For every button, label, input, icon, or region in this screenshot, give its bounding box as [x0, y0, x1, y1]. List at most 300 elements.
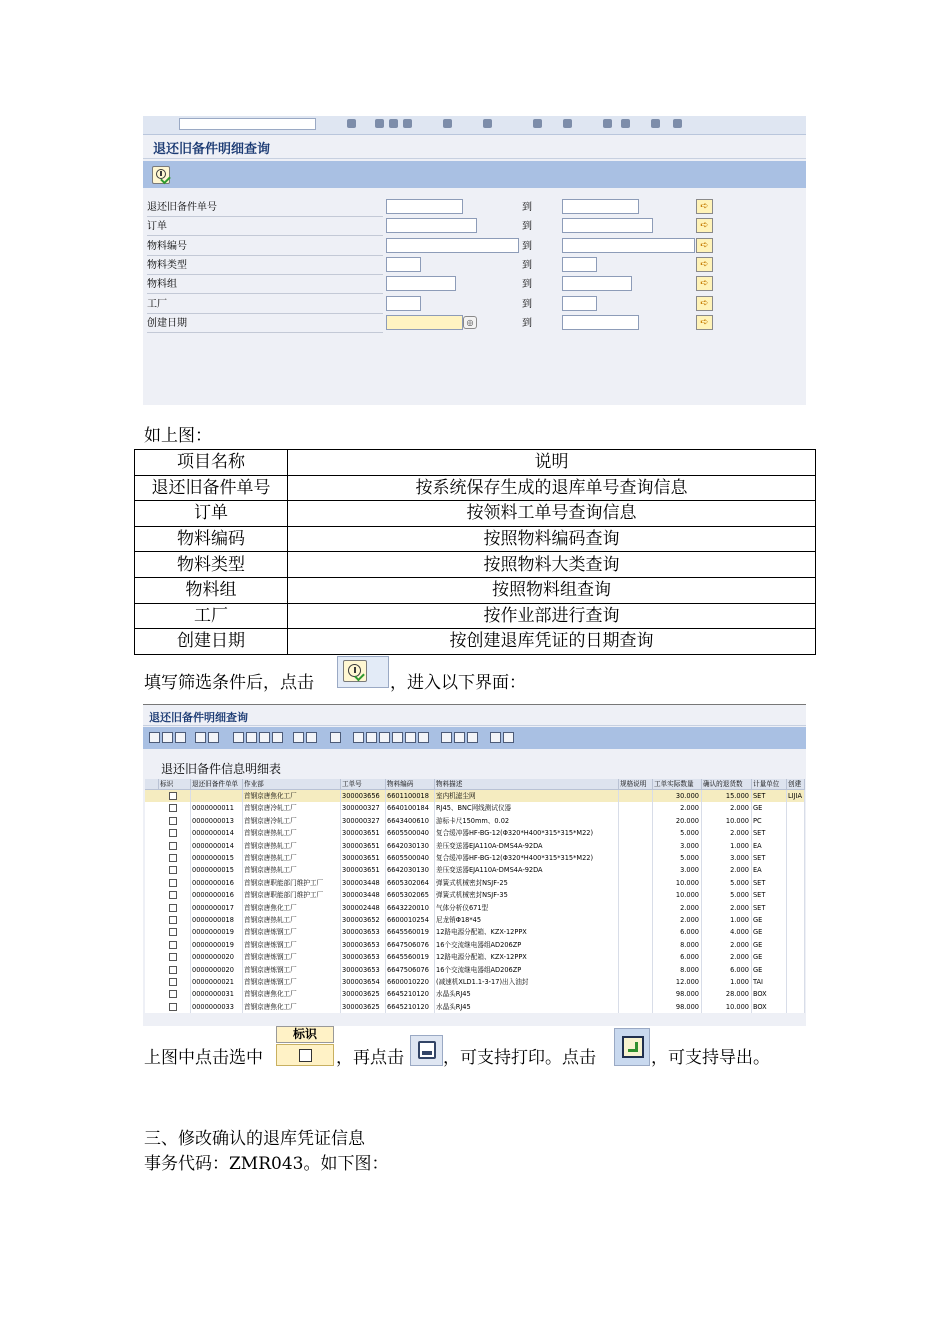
table-cell: 6645210120 [386, 988, 435, 1000]
table-cell [787, 951, 805, 963]
table-cell: 首钢京唐冷轧工厂 [243, 802, 341, 814]
checkbox-icon[interactable] [169, 854, 177, 862]
plant-to-input[interactable] [562, 296, 597, 311]
checkbox-icon[interactable] [169, 966, 177, 974]
table-cell: 工厂 [135, 603, 288, 629]
table-cell: 0000000014 [191, 827, 243, 839]
table-cell: 300002448 [341, 902, 386, 914]
table-row[interactable] [145, 864, 805, 876]
execute-hint-before: 填写筛选条件后，点击 [144, 673, 314, 693]
table-row[interactable] [145, 815, 805, 827]
checkbox-icon[interactable] [169, 941, 177, 949]
table-cell: 游标卡尺150mm、0.02 [435, 815, 619, 827]
field-label-plant: 工厂 [147, 296, 383, 314]
table-row[interactable] [145, 914, 805, 926]
table-cell: 0000000013 [191, 815, 243, 827]
table-cell: 2.000 [702, 951, 752, 963]
mark-cell [159, 827, 191, 839]
mail-icon[interactable] [405, 732, 416, 743]
checkbox-icon[interactable] [169, 1003, 177, 1011]
intro-text: 如上图： [144, 426, 212, 446]
table-cell: 6645210120 [386, 1001, 435, 1013]
table-cell: 尼龙销Φ18*45 [435, 914, 619, 926]
table-cell: 6647506076 [386, 939, 435, 951]
table-row [135, 475, 816, 501]
table-cell: 1.000 [702, 914, 752, 926]
table-cell: 10.000 [653, 877, 702, 889]
table-cell: 12路电源分配箱、KZX-12PPX [435, 951, 619, 963]
table-cell [191, 790, 243, 802]
table-cell: 6643220010 [386, 902, 435, 914]
table-cell: 300003651 [341, 840, 386, 852]
table-cell [619, 815, 653, 827]
table-cell [619, 877, 653, 889]
back-icon[interactable] [375, 119, 384, 128]
table-row[interactable] [145, 827, 805, 839]
table-cell: PC [752, 815, 787, 827]
column-header[interactable]: 标识 [159, 779, 191, 790]
table-header-row [135, 450, 816, 476]
enter-icon[interactable] [347, 119, 356, 128]
to-label: 到 [522, 241, 532, 252]
table-cell: 2.000 [702, 827, 752, 839]
to-label: 到 [522, 260, 532, 271]
select-block-icon[interactable] [195, 732, 206, 743]
checkbox-icon[interactable] [169, 928, 177, 936]
table-cell [787, 976, 805, 988]
checkbox-icon[interactable] [169, 879, 177, 887]
table-cell: 4.000 [702, 926, 752, 938]
table-cell: 0000000016 [191, 877, 243, 889]
mark-cell [159, 852, 191, 864]
mark-cell [159, 840, 191, 852]
table-cell: 6605500040 [386, 827, 435, 839]
deselect-block-icon[interactable] [208, 732, 219, 743]
checkbox-icon[interactable] [169, 891, 177, 899]
table-row[interactable] [145, 951, 805, 963]
table-row[interactable] [145, 939, 805, 951]
column-header[interactable]: 创建 [787, 779, 805, 790]
return-doc-no-to-input[interactable] [562, 199, 639, 214]
table-cell [787, 864, 805, 876]
column-header[interactable]: 规格说明 [619, 779, 653, 790]
mark-cell [159, 802, 191, 814]
table-cell: EA [752, 840, 787, 852]
exit-icon[interactable] [389, 119, 398, 128]
table-cell: GE [752, 926, 787, 938]
table-cell: 弹簧式机械密封NSJF-35 [435, 889, 619, 901]
table-cell: 首钢京唐焦化工厂 [243, 902, 341, 914]
table-cell [619, 926, 653, 938]
select-all-cell[interactable] [145, 779, 159, 790]
table-cell: GE [752, 939, 787, 951]
table-cell: 首钢京唐焦化工厂 [243, 790, 341, 802]
column-header[interactable]: 确认的退货数 [702, 779, 752, 790]
mark-cell [159, 815, 191, 827]
checkbox-icon[interactable] [169, 916, 177, 924]
subtotal-icon[interactable] [306, 732, 317, 743]
order-to-input[interactable] [562, 218, 653, 233]
table-cell: 6600010254 [386, 914, 435, 926]
table-cell: SET [752, 877, 787, 889]
table-cell: 0000000019 [191, 926, 243, 938]
table-cell: 16个交流继电器组AD206ZP [435, 964, 619, 976]
table-cell [619, 827, 653, 839]
table-cell: 6605302065 [386, 889, 435, 901]
multiple-selection-arrow-icon[interactable]: ➪ [696, 315, 713, 330]
table-cell: 0000000015 [191, 852, 243, 864]
table-cell [787, 889, 805, 901]
material-type-to-input[interactable] [562, 257, 597, 272]
table-row[interactable] [145, 988, 805, 1000]
table-cell: 98.000 [653, 1001, 702, 1013]
checkbox-icon[interactable] [169, 792, 177, 800]
print-hint-part3: ，可支持打印。点击 [443, 1048, 596, 1068]
multiple-selection-arrow-icon[interactable]: ➪ [696, 238, 713, 253]
mark-cell [159, 864, 191, 876]
table-row[interactable] [145, 877, 805, 889]
table-row[interactable] [145, 840, 805, 852]
table-cell: 0000000016 [191, 889, 243, 901]
mark-cell [159, 914, 191, 926]
table-cell: 按领料工单号查询信息 [288, 501, 816, 527]
table-cell: 首钢京唐焦化工厂 [243, 1001, 341, 1013]
table-cell: 2.000 [702, 864, 752, 876]
checkbox-icon[interactable] [169, 866, 177, 874]
checkbox-icon[interactable] [169, 953, 177, 961]
print-icon-snippet [410, 1035, 443, 1066]
mark-cell [159, 1001, 191, 1013]
table-cell: 6600010220 [386, 976, 435, 988]
table-cell: 300000327 [341, 815, 386, 827]
multiple-selection-arrow-icon[interactable]: ➪ [696, 218, 713, 233]
export-icon-snippet [614, 1028, 650, 1066]
table-cell: 首钢京唐热轧工厂 [243, 840, 341, 852]
table-row [135, 577, 816, 603]
table-cell [619, 951, 653, 963]
table-cell [787, 964, 805, 976]
table-cell: 6640100184 [386, 802, 435, 814]
table-cell: 按照物料组查询 [288, 577, 816, 603]
table-cell: 首钢京唐炼钢工厂 [243, 964, 341, 976]
material-group-from-input[interactable] [386, 276, 456, 291]
table-cell: 28.000 [702, 988, 752, 1000]
table-cell: 首钢京唐炼钢工厂 [243, 951, 341, 963]
field-label-material-group: 物料组 [147, 276, 383, 294]
table-cell [787, 827, 805, 839]
table-cell: 首钢京唐焦化工厂 [243, 988, 341, 1000]
table-cell: 300003654 [341, 976, 386, 988]
to-label: 到 [522, 299, 532, 310]
table-cell: 物料类型 [135, 552, 288, 578]
new-session-icon[interactable] [603, 119, 612, 128]
print-icon[interactable] [443, 119, 452, 128]
checkbox-icon[interactable] [169, 829, 177, 837]
table-cell: 3.000 [653, 840, 702, 852]
table-cell: 10.000 [702, 1001, 752, 1013]
column-header[interactable]: 计量单位 [752, 779, 787, 790]
table-cell: 物料编码 [135, 526, 288, 552]
table-cell: 首钢京唐炼钢工厂 [243, 976, 341, 988]
print-icon[interactable] [353, 732, 364, 743]
table-cell: 首钢京唐热轧工厂 [243, 914, 341, 926]
table-cell: 6643400610 [386, 815, 435, 827]
column-header[interactable]: 退还旧备件单单 [191, 779, 243, 790]
table-cell [619, 852, 653, 864]
table-cell: 6.000 [702, 964, 752, 976]
mark-cell [276, 1044, 334, 1066]
checkbox-icon[interactable] [169, 904, 177, 912]
column-header[interactable]: 作业部 [243, 779, 341, 790]
table-cell: GE [752, 802, 787, 814]
deselect-icon[interactable] [175, 732, 186, 743]
table-cell: 5.000 [653, 827, 702, 839]
mark-cell [159, 988, 191, 1000]
column-header[interactable]: 物料描述 [435, 779, 619, 790]
table-cell: 复合缓冲器HF-BG-12(Φ320*H400*315*315*M22) [435, 852, 619, 864]
table-cell [787, 926, 805, 938]
table-cell: 8.000 [653, 939, 702, 951]
table-cell: 300000327 [341, 802, 386, 814]
field-label-created-date: 创建日期 [147, 315, 383, 333]
table-cell: 6642030130 [386, 840, 435, 852]
table-cell: (减速机XLD1.1-3-17)出入油封 [435, 976, 619, 988]
table-cell: 首钢京唐热轧工厂 [243, 864, 341, 876]
table-cell: 退还旧备件单号 [135, 475, 288, 501]
table-row[interactable] [145, 964, 805, 976]
table-cell: 按作业部进行查询 [288, 603, 816, 629]
material-group-to-input[interactable] [562, 276, 632, 291]
table-cell: 300003625 [341, 1001, 386, 1013]
table-cell: SET [752, 889, 787, 901]
table-cell: 6642030130 [386, 864, 435, 876]
material-no-from-input[interactable] [386, 238, 519, 253]
column-header[interactable]: 工单实际数量 [653, 779, 702, 790]
table-cell: TAI [752, 976, 787, 988]
alv-toolbar [143, 727, 806, 749]
table-cell: 首钢京唐热轧工厂 [243, 827, 341, 839]
field-label-return-doc-no: 退还旧备件单号 [147, 199, 383, 217]
table-cell: 6645560019 [386, 926, 435, 938]
graphic-icon[interactable] [418, 732, 429, 743]
change-layout-icon[interactable] [441, 732, 452, 743]
table-cell: 300003652 [341, 914, 386, 926]
table-cell: 2.000 [702, 902, 752, 914]
field-label-material-no: 物料编号 [147, 238, 383, 256]
table-cell: 6647506076 [386, 964, 435, 976]
table-cell: 3.000 [653, 864, 702, 876]
table-cell [619, 864, 653, 876]
details-icon[interactable] [149, 732, 160, 743]
table-cell [619, 902, 653, 914]
table-row[interactable] [145, 1001, 805, 1013]
column-header[interactable]: 工单号 [341, 779, 386, 790]
info-icon[interactable] [490, 732, 501, 743]
table-cell: 0000000011 [191, 802, 243, 814]
table-cell: 3.000 [702, 852, 752, 864]
table-cell: BOX [752, 988, 787, 1000]
table-cell: 首钢京唐冷轧工厂 [243, 815, 341, 827]
table-cell: 按创建退库凭证的日期查询 [288, 629, 816, 655]
print-hint-part1: 上图中点击选中 [144, 1048, 263, 1068]
table-cell: 0000000020 [191, 951, 243, 963]
table-row[interactable] [145, 852, 805, 864]
result-list-screenshot [143, 704, 806, 1026]
execute-hint-after: ，进入以下界面： [390, 673, 526, 693]
execute-button[interactable] [152, 166, 170, 184]
find-icon[interactable] [483, 119, 492, 128]
select-layout-icon[interactable] [454, 732, 465, 743]
table-cell: 按照物料编码查询 [288, 526, 816, 552]
multiple-selection-arrow-icon[interactable]: ➪ [696, 257, 713, 272]
table-cell: 首钢京唐炼钢工厂 [243, 926, 341, 938]
table-cell: 20.000 [653, 815, 702, 827]
table-cell: 首钢京唐炼钢工厂 [243, 939, 341, 951]
table-cell: 按系统保存生成的退库单号查询信息 [288, 475, 816, 501]
table-row[interactable] [145, 926, 805, 938]
table-cell: 300003448 [341, 889, 386, 901]
to-label: 到 [522, 318, 532, 329]
plant-from-input[interactable] [386, 296, 421, 311]
table-cell: 2.000 [653, 914, 702, 926]
table-cell: 物料组 [135, 577, 288, 603]
table-cell: GE [752, 914, 787, 926]
table-cell [787, 802, 805, 814]
mark-column-header: 标识 [276, 1026, 334, 1043]
field-description-table [134, 449, 816, 655]
multiple-selection-arrow-icon[interactable]: ➪ [696, 296, 713, 311]
table-cell: 差压变送器EJA110A-DMS4A-92DA [435, 864, 619, 876]
checkbox-icon[interactable] [169, 804, 177, 812]
table-cell: 12路电源分配箱、KZX-12PPX [435, 926, 619, 938]
table-cell: 300003448 [341, 877, 386, 889]
checkbox-icon[interactable] [169, 978, 177, 986]
checkbox-icon[interactable] [299, 1049, 312, 1062]
table-cell: 2.000 [653, 902, 702, 914]
last-page-icon[interactable] [563, 119, 572, 128]
table-cell: 0000000031 [191, 988, 243, 1000]
mark-cell [159, 790, 191, 802]
table-cell: 98.000 [653, 988, 702, 1000]
sum-icon[interactable] [293, 732, 304, 743]
checkbox-icon[interactable] [169, 990, 177, 998]
table-cell [787, 1001, 805, 1013]
spreadsheet-icon[interactable] [392, 732, 403, 743]
table-cell: 5.000 [702, 889, 752, 901]
table-cell: 0000000020 [191, 964, 243, 976]
table-cell [787, 852, 805, 864]
shortcut-icon[interactable] [621, 119, 630, 128]
table-row[interactable] [145, 790, 805, 802]
table-cell: 气体分析仪671型 [435, 902, 619, 914]
table-cell [619, 914, 653, 926]
sort-ascending-icon[interactable] [233, 732, 244, 743]
table-cell: 室内机滤尘网 [435, 790, 619, 802]
table-cell [787, 840, 805, 852]
table-cell: 0000000021 [191, 976, 243, 988]
first-page-icon[interactable] [533, 119, 542, 128]
table-cell: 300003651 [341, 864, 386, 876]
calendar-f4-icon[interactable]: ◎ [463, 316, 477, 329]
material-type-from-input[interactable] [386, 257, 421, 272]
return-doc-no-from-input[interactable] [386, 199, 463, 214]
table-cell: 8.000 [653, 964, 702, 976]
table-cell: 0000000033 [191, 1001, 243, 1013]
created-date-to-input[interactable] [562, 315, 639, 330]
table-cell: 16个交流继电器组AD206ZP [435, 939, 619, 951]
column-header[interactable]: 物料编码 [386, 779, 435, 790]
export-icon[interactable] [379, 732, 390, 743]
created-date-from-input[interactable] [386, 315, 463, 330]
table-cell [619, 939, 653, 951]
table-cell [787, 988, 805, 1000]
table-cell: 300003656 [341, 790, 386, 802]
screen-title: 退还旧备件明细查询 [153, 142, 271, 157]
table-cell: 300003651 [341, 827, 386, 839]
delete-filter-icon[interactable] [272, 732, 283, 743]
table-cell: 10.000 [702, 815, 752, 827]
table-cell: SET [752, 827, 787, 839]
table-cell [787, 914, 805, 926]
abc-analysis-icon[interactable] [503, 732, 514, 743]
checkbox-icon[interactable] [169, 817, 177, 825]
table-row[interactable] [145, 889, 805, 901]
table-cell: SET [752, 902, 787, 914]
multiple-selection-arrow-icon[interactable]: ➪ [696, 199, 713, 214]
word-processing-icon[interactable] [366, 732, 377, 743]
multiple-selection-arrow-icon[interactable]: ➪ [696, 276, 713, 291]
table-cell: 15.000 [702, 790, 752, 802]
table-cell: 创建日期 [135, 629, 288, 655]
field-label-material-type: 物料类型 [147, 257, 383, 275]
order-from-input[interactable] [386, 218, 477, 233]
table-cell: 弹簧式机械密封NSJF-25 [435, 877, 619, 889]
cancel-icon[interactable] [403, 119, 412, 128]
table-cell: 首钢京唐热轧工厂 [243, 852, 341, 864]
checkbox-icon[interactable] [169, 842, 177, 850]
table-cell [619, 840, 653, 852]
table-cell: 订单 [135, 501, 288, 527]
table-cell: 首钢京唐职能部门维护工厂 [243, 889, 341, 901]
table-cell: 0000000017 [191, 902, 243, 914]
table-row [135, 552, 816, 578]
table-cell: 差压变送器EJA110A-DMS4A-92DA [435, 840, 619, 852]
table-cell: 300003653 [341, 951, 386, 963]
help-icon[interactable] [651, 119, 660, 128]
layout-icon[interactable] [673, 119, 682, 128]
sort-descending-icon[interactable] [246, 732, 257, 743]
table-cell: 300003625 [341, 988, 386, 1000]
mark-cell [159, 877, 191, 889]
table-cell [619, 976, 653, 988]
save-layout-icon[interactable] [467, 732, 478, 743]
table-cell: 水晶头RJ45 [435, 988, 619, 1000]
table-row[interactable] [145, 976, 805, 988]
command-field[interactable] [179, 118, 316, 130]
select-all-icon[interactable] [162, 732, 173, 743]
to-label: 到 [522, 279, 532, 290]
table-cell: 0000000018 [191, 914, 243, 926]
material-no-to-input[interactable] [562, 238, 695, 253]
refresh-icon[interactable] [330, 732, 341, 743]
table-row [135, 526, 816, 552]
mark-cell [159, 926, 191, 938]
table-row[interactable] [145, 802, 805, 814]
table-cell: 1.000 [702, 840, 752, 852]
table-row[interactable] [145, 902, 805, 914]
filter-icon[interactable] [259, 732, 270, 743]
table-cell: RJ45、BNC网线测试仪器 [435, 802, 619, 814]
